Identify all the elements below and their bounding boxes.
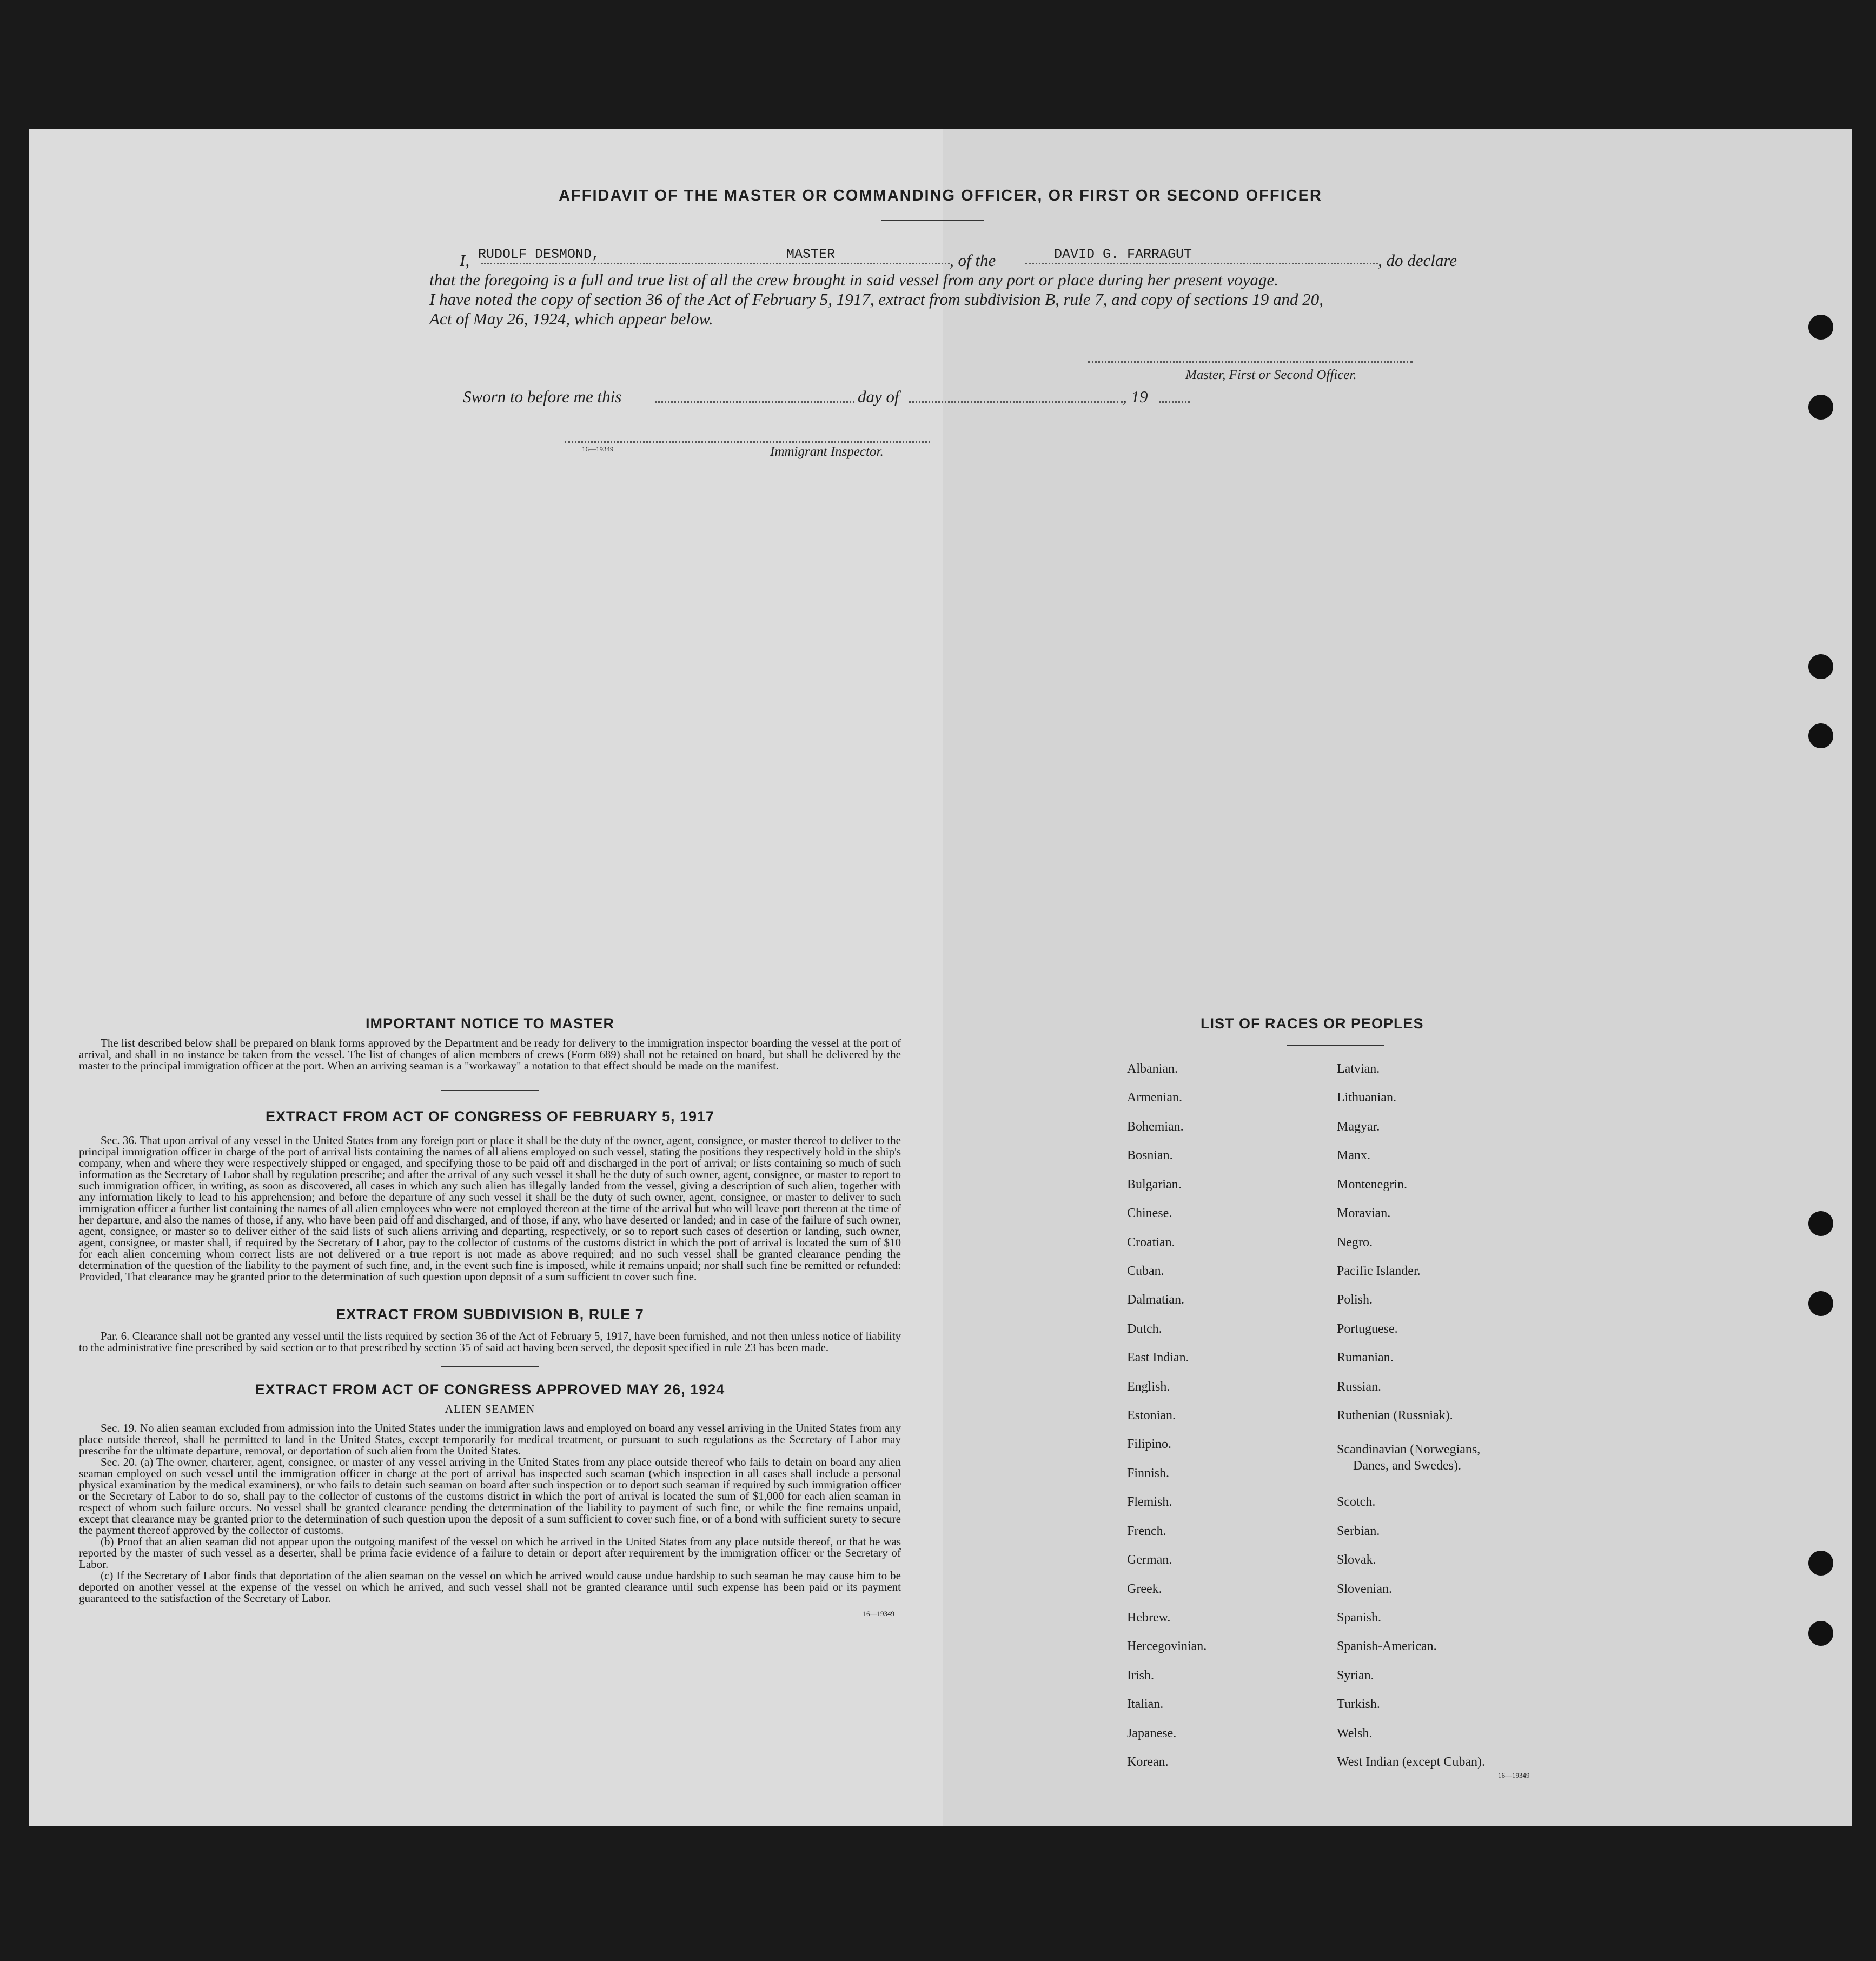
punch-hole: [1808, 654, 1833, 679]
vessel-name: DAVID G. FARRAGUT: [1054, 247, 1192, 262]
race-item: Scotch.: [1337, 1495, 1376, 1509]
race-item: Bohemian.: [1127, 1120, 1184, 1134]
section-divider: [441, 1366, 539, 1367]
form-number: 16—19349: [582, 445, 614, 453]
declaration-line-4: Act of May 26, 1924, which appear below.: [429, 309, 713, 328]
notice-text: The list described below shall be prepared on blank forms approved by the Department and be ready for delivery to the immigration inspector boarding the vessel at the port of arrival, and shall in no instance be taken from the vessel. The list of changes of alien members of crews (Form 689) shall not be retained on board, but shall be delivered by the master to the principal immigration officer at the port. When an arriving seaman is a "workaway" a notation to that effect should be made on the manifest.: [79, 1036, 901, 1072]
form-number: 16—19349: [1498, 1771, 1530, 1779]
race-item: Dalmatian.: [1127, 1293, 1184, 1307]
race-item: Serbian.: [1337, 1524, 1380, 1538]
race-item: West Indian (except Cuban).: [1337, 1755, 1485, 1769]
sworn-month-line[interactable]: [909, 401, 1123, 403]
title-divider: [881, 220, 984, 221]
race-item: Rumanian.: [1337, 1351, 1394, 1365]
alien-seamen-subtitle: ALIEN SEAMEN: [445, 1402, 535, 1415]
legal-extracts: [79, 1015, 901, 1618]
master-name: RUDOLF DESMOND,: [478, 247, 600, 262]
do-declare-label: , do declare: [1378, 251, 1457, 270]
rule-7-title: EXTRACT FROM SUBDIVISION B, RULE 7: [336, 1306, 644, 1322]
punch-hole: [1808, 1291, 1833, 1316]
race-item: Danes, and Swedes).: [1353, 1459, 1461, 1473]
race-item: Negro.: [1337, 1235, 1373, 1249]
race-item: Welsh.: [1337, 1726, 1373, 1740]
race-item: Korean.: [1127, 1755, 1169, 1769]
declaration-line-2: that the foregoing is a full and true list of all the crew brought in said vessel from any port or place during her present voyage.: [429, 270, 1278, 289]
race-item: Pacific Islander.: [1337, 1264, 1421, 1278]
race-item: Italian.: [1127, 1697, 1164, 1711]
race-item: Turkish.: [1337, 1697, 1380, 1711]
race-item: French.: [1127, 1524, 1166, 1538]
punch-hole: [1808, 1551, 1833, 1576]
declaration-line-3: I have noted the copy of section 36 of the Act of February 5, 1917, extract from subdivision B, rule 7, and copy of sections 19 and 20,: [429, 290, 1324, 309]
i-label: I,: [460, 251, 470, 270]
rule-7-text: Par. 6. Clearance shall not be granted any vessel until the lists required by section 36 of the Act of February 5, 1917, have been furnished, and not then unless notice of liability to the administrative fine prescribed by said section or to that prescribed by section 35 of said act having been served, the deposit specified in rule 23 has been made.: [79, 1330, 901, 1354]
race-item: Flemish.: [1127, 1495, 1172, 1509]
signature-line[interactable]: [1088, 361, 1413, 363]
race-item: Russian.: [1337, 1380, 1382, 1394]
punch-hole: [1808, 723, 1833, 748]
race-item: Latvian.: [1337, 1062, 1380, 1076]
master-rank: MASTER: [786, 247, 836, 262]
race-item: Finnish.: [1127, 1466, 1170, 1480]
race-item: Magyar.: [1337, 1120, 1380, 1134]
form-number: 16—19349: [863, 1610, 894, 1618]
right-half-shading: [943, 129, 1852, 1826]
race-item: Lithuanian.: [1337, 1091, 1396, 1105]
race-item: Japanese.: [1127, 1726, 1177, 1740]
vessel-line: [1025, 263, 1378, 264]
race-item: Spanish-American.: [1337, 1639, 1437, 1653]
extract-1917-title: EXTRACT FROM ACT OF CONGRESS OF FEBRUARY 5, 1917: [265, 1108, 715, 1125]
races-divider: [1287, 1045, 1384, 1046]
race-item: German.: [1127, 1553, 1172, 1567]
race-item: East Indian.: [1127, 1351, 1189, 1365]
race-item: Polish.: [1337, 1293, 1373, 1307]
race-item: Chinese.: [1127, 1206, 1172, 1220]
extract-1917-text: Sec. 36. That upon arrival of any vessel in the United States from any foreign port or place it shall be the duty of the owner, agent, consignee, or master thereof to deliver to the principal immigration officer in charge of the port of arrival lists containing the names of all aliens employed on such vessel, stating the positions they respectively hold in the ship's company, when and where they were respectively shipped or engaged, and specifying those to be paid off and discharged in the port of arrival; or lists containing so much of such information as the Secretary of Labor shall by regulation prescribe; and after the arrival of any such vessel it shall be the duty of such owner, agent, consignee, or master to report to such immigration officer, in writing, as soon as discovered, all cases in which any such alien has illegally landed from the vessel, giving a description of such alien, together with any information likely to lead to his apprehension; and before the departure of any such vessel it shall be the duty of such owner, agent, consignee, or master to deliver to such immigration officer a further list containing the names of all alien employees who were not employed thereon at the time of the arrival but who will leave port thereon at the time of her departure, and also the names of those, if any, who have been paid off and discharged, and of those, if any, who have deserted or landed; and in case of the failure of such owner, agent, consignee, or master so to deliver either of the said lists of such aliens arriving and departing, respectively, or so to report such cases of desertion or landing, such owner, agent, consignee, or master shall, if required by the Secretary of Labor, pay to the collector of customs of the customs district in which the port of arrival is located the sum of $10 for each alien concerning whom correct lists are not delivered or a true report is not made as above required; and no such vessel shall be granted clearance pending the determination of the question of the liability to the payment of such fine, and, in the event such fine is imposed, while it remains unpaid; nor shall such fine be remitted or refunded: Provided, That clearance may be granted prior to the determination of such question upon deposit of a sum sufficient to cover such fine.: [79, 1134, 901, 1283]
race-item: Bosnian.: [1127, 1148, 1173, 1162]
race-item: Ruthenian (Russniak).: [1337, 1408, 1453, 1422]
race-item: Cuban.: [1127, 1264, 1164, 1278]
race-item: Hercegovinian.: [1127, 1639, 1207, 1653]
signature-caption: Master, First or Second Officer.: [1185, 368, 1357, 382]
race-item: Scandinavian (Norwegians,: [1337, 1443, 1481, 1457]
extract-1924-title: EXTRACT FROM ACT OF CONGRESS APPROVED MAY 26, 1924: [255, 1381, 725, 1398]
name-line: [481, 263, 950, 264]
punch-hole: [1808, 395, 1833, 420]
races-title: LIST OF RACES OR PEOPLES: [1201, 1015, 1424, 1032]
sworn-label: Sworn to before me this: [463, 387, 622, 406]
race-item: Croatian.: [1127, 1235, 1175, 1249]
section-19-text: Sec. 19. No alien seaman excluded from admission into the United States under the immigration laws and employed on board any vessel arriving in the United States from any place outside thereof, shall be permitted to land in the United States, except temporarily for medical treatment, or pursuant to such regulations as the Secretary of Labor may prescribe for the ultimate departure, removal, or deportation of such alien from the United States.: [79, 1421, 901, 1457]
year-label: , 19: [1123, 387, 1148, 406]
race-item: Greek.: [1127, 1582, 1162, 1596]
sworn-day-line[interactable]: [655, 401, 854, 403]
race-item: Syrian.: [1337, 1668, 1374, 1683]
race-item: Filipino.: [1127, 1437, 1172, 1451]
race-item: Spanish.: [1337, 1611, 1382, 1625]
race-item: Hebrew.: [1127, 1611, 1171, 1625]
race-item: Dutch.: [1127, 1322, 1162, 1336]
of-the-label: , of the: [950, 251, 996, 270]
race-item: Slovak.: [1337, 1553, 1376, 1567]
race-item: Montenegrin.: [1337, 1178, 1407, 1192]
race-item: Armenian.: [1127, 1091, 1182, 1105]
race-item: English.: [1127, 1380, 1170, 1394]
punch-hole: [1808, 1621, 1833, 1646]
section-20b-text: (b) Proof that an alien seaman did not appear upon the outgoing manifest of the vessel on which he arrived in the United States from any place outside thereof, or that he was reported by the master of such vessel as a deserter, shall be prima facie evidence of a failure to detain or deport after requirement by the immigration officer or the Secretary of Labor.: [79, 1535, 901, 1571]
sworn-year-line[interactable]: [1159, 401, 1190, 403]
race-item: Albanian.: [1127, 1062, 1178, 1076]
race-item: Manx.: [1337, 1148, 1370, 1162]
inspector-caption: Immigrant Inspector.: [770, 444, 884, 459]
punch-hole: [1808, 315, 1833, 340]
race-item: Bulgarian.: [1127, 1178, 1182, 1192]
day-of-label: day of: [858, 387, 899, 406]
race-item: Irish.: [1127, 1668, 1154, 1683]
section-20a-text: Sec. 20. (a) The owner, charterer, agent, consignee, or master of any vessel arriving in the United States from any place outside thereof who fails to detain on board any alien seaman employed on such vessel until the immigration officer in charge at the port of arrival has inspected such seaman (which inspection in all cases shall include a personal physical examination by the medical examiners), or who fails to detain such seaman on board after such inspection or to deport such seaman if required by such immigration officer or the Secretary of Labor to do so, shall pay to the collector of customs of the customs district in which the port of arrival is located the sum of $1,000 for each alien seaman in respect of whom such failure occurs. No vessel shall be granted clearance pending the determination of the liability to payment of such fine, or while the fine remains unpaid, except that clearance may be granted prior to the determination of such question upon the deposit of a sum sufficient to cover such fine, or of a bond with sufficient surety to secure the payment thereof approved by the collector of customs.: [79, 1455, 901, 1537]
section-20c-text: (c) If the Secretary of Labor finds that deportation of the alien seaman on the vessel on which he arrived would cause undue hardship to such seaman he may cause him to be deported on another vessel at the expense of the vessel on which he arrived, and such vessel shall not be granted clearance until such expense has been paid or its payment guaranteed to the satisfaction of the Secretary of Labor.: [79, 1569, 901, 1605]
race-item: Slovenian.: [1337, 1582, 1392, 1596]
notice-title: IMPORTANT NOTICE TO MASTER: [366, 1015, 614, 1032]
race-item: Estonian.: [1127, 1408, 1176, 1422]
race-item: Moravian.: [1337, 1206, 1391, 1220]
race-item: Portuguese.: [1337, 1322, 1398, 1336]
document-sheet: [29, 129, 1852, 1826]
section-divider: [441, 1090, 539, 1091]
inspector-signature-line[interactable]: [565, 441, 930, 443]
punch-hole: [1808, 1211, 1833, 1236]
affidavit-title: AFFIDAVIT OF THE MASTER OR COMMANDING OFFICER, OR FIRST OR SECOND OFFICER: [559, 187, 1322, 204]
